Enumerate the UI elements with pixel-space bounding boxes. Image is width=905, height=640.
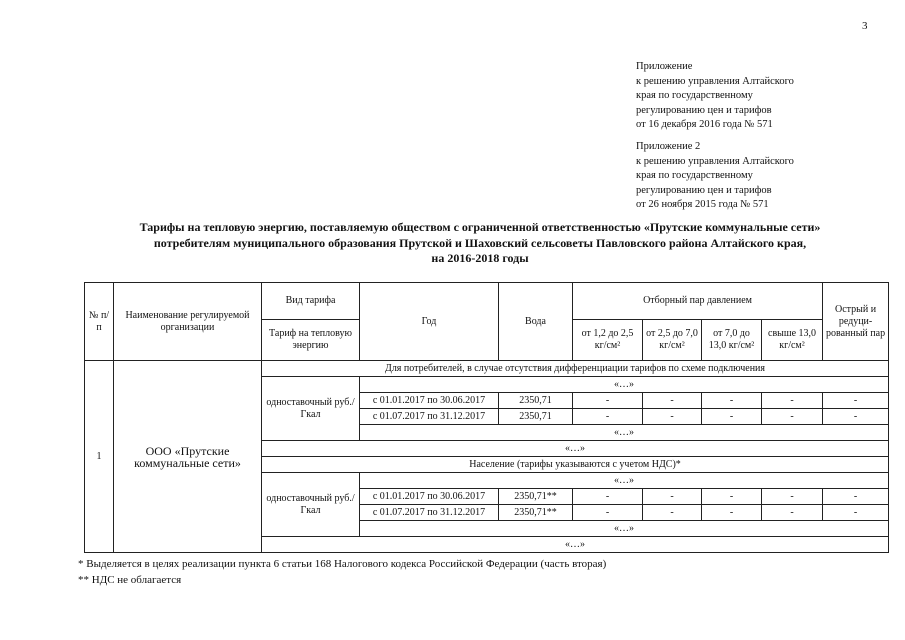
header-water: Вода [499,283,573,361]
steam-3-cell: - [702,409,762,425]
appendix-2-line: Приложение 2 [636,141,701,152]
header-year: Год [360,283,499,361]
period-cell: с 01.01.2017 по 30.06.2017 [360,489,499,505]
appendix-1-block [636,60,876,133]
appendix-1-line: от 16 декабря 2016 года № 571 [636,119,773,130]
organization-name: ООО «Прутские коммунальные сети» [114,361,262,553]
steam-4-cell: - [762,505,823,521]
steam-2-cell: - [643,505,702,521]
tariffs-table [84,282,889,553]
water-cell: 2350,71 [499,393,573,409]
sharp-steam-cell: - [823,393,889,409]
appendix-2-line: регулированию цен и тарифов [636,184,772,196]
header-steam: Отборный пар давлением [573,283,823,320]
steam-1-cell: - [573,393,643,409]
sharp-steam-cell: - [823,505,889,521]
between-sections-ellipsis: «…» [262,441,889,457]
steam-2-cell: - [643,489,702,505]
final-ellipsis: «…» [262,537,889,553]
steam-1-cell: - [573,409,643,425]
steam-2-cell: - [643,393,702,409]
appendix-2-block [636,140,876,213]
page-number: 3 [862,20,868,32]
appendix-1-line: регулированию цен и тарифов [636,104,772,116]
header-tariff-sub: Тариф на тепловую энергию [262,320,360,361]
appendix-2-line: края по государственному [636,170,753,181]
appendix-2-line: от 26 ноября 2015 года № 571 [636,199,769,210]
steam-2-cell: - [643,409,702,425]
document-title [80,220,880,267]
header-steam-2: от 2,5 до 7,0 кг/см² [643,320,702,361]
section-2-ellipsis-bottom: «…» [360,521,889,537]
period-cell: с 01.07.2017 по 31.12.2017 [360,505,499,521]
water-cell: 2350,71** [499,505,573,521]
section-2-tariff-label: одноставочный руб./Гкал [262,473,360,537]
appendix-2-line: к решению управления Алтайского [636,155,794,167]
period-cell: с 01.01.2017 по 30.06.2017 [360,393,499,409]
header-steam-1: от 1,2 до 2,5 кг/см² [573,320,643,361]
sharp-steam-cell: - [823,489,889,505]
header-steam-4: свыше 13,0 кг/см² [762,320,823,361]
footnote-vat-included: * Выделяется в целях реализации пункта 6 статьи 168 Налогового кодекса Российской Федерации (часть вторая) [78,558,607,570]
section-1-ellipsis-top: «…» [360,377,889,393]
row-number: 1 [85,361,114,553]
header-sharp-steam: Острый и редуци-рованный пар [823,283,889,361]
section-1-ellipsis-bottom: «…» [360,425,889,441]
water-cell: 2350,71** [499,489,573,505]
title-line: потребителям муниципального образования Прутской и Шаховский сельсоветы Павловского района Алтайского края, [153,235,807,250]
steam-1-cell: - [573,505,643,521]
sharp-steam-cell: - [823,409,889,425]
section-1-tariff-label: одноставочный руб./Гкал [262,377,360,441]
title-line: Тарифы на тепловую энергию, поставляемую обществом с ограниченной ответственностью «Прутские коммунальные сети» [139,220,821,234]
steam-4-cell: - [762,393,823,409]
steam-1-cell: - [573,489,643,505]
period-cell: с 01.07.2017 по 31.12.2017 [360,409,499,425]
appendix-1-line: края по государственному [636,90,753,101]
header-org: Наименование регулируемой организации [114,283,262,361]
footnotes [78,556,606,588]
header-tariff-type: Вид тарифа [262,283,360,320]
steam-3-cell: - [702,393,762,409]
appendix-1-line: Приложение [636,61,693,72]
footnote-vat-exempt: ** НДС не облагается [78,574,182,586]
steam-3-cell: - [702,505,762,521]
header-steam-3: от 7,0 до 13,0 кг/см² [702,320,762,361]
section-1-title: Для потребителей, в случае отсутствия дифференциации тарифов по схеме подключения [262,361,889,377]
title-line: на 2016-2018 годы [431,251,529,265]
section-2-ellipsis-top: «…» [360,473,889,489]
section-2-title: Население (тарифы указываются с учетом НДС)* [262,457,889,473]
header-num: № п/п [85,283,114,361]
steam-4-cell: - [762,409,823,425]
steam-4-cell: - [762,489,823,505]
steam-3-cell: - [702,489,762,505]
appendix-1-line: к решению управления Алтайского [636,75,794,87]
water-cell: 2350,71 [499,409,573,425]
